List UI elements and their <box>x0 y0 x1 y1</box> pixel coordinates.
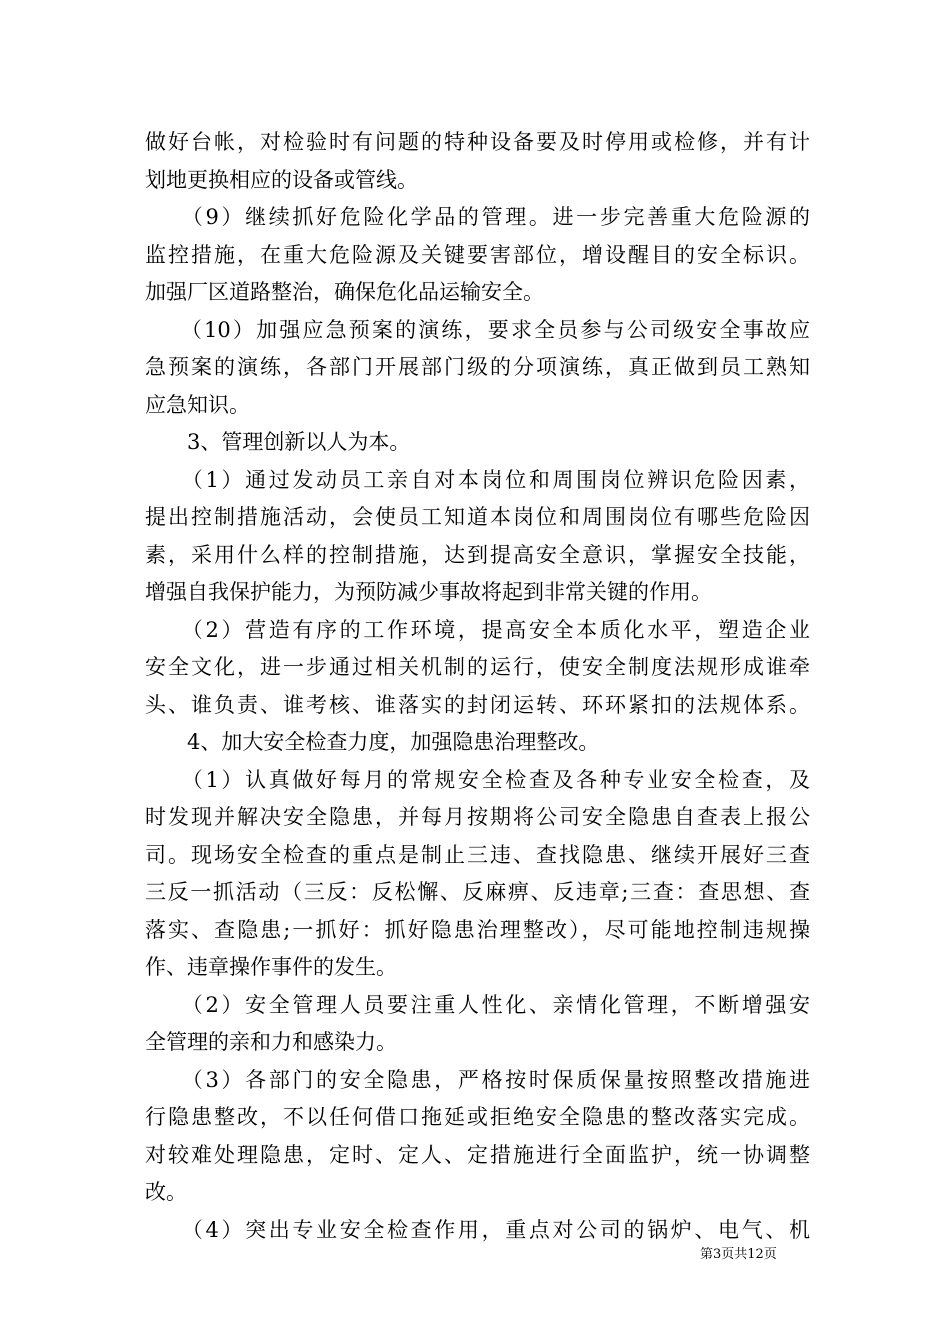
text-line: 司。现场安全检查的重点是制止三违、查找隐患、继续开展好三查 <box>145 842 810 867</box>
text-line: （4）突出专业安全检查作用，重点对公司的锅炉、电气、机 <box>145 1217 810 1242</box>
text-line: 划地更换相应的设备或管线。 <box>145 167 418 192</box>
text-line: 三反一抓活动（三反：反松懈、反麻痹、反违章;三查：查思想、查 <box>145 880 810 904</box>
text-line: 全管理的亲和力和感染力。 <box>145 1030 397 1054</box>
text-line: 落实、查隐患;一抓好：抓好隐患治理整改），尽可能地控制违规操 <box>145 917 810 942</box>
section-heading: 4、加大安全检查力度，加强隐患治理整改。 <box>145 730 600 754</box>
text-line: 作、违章操作事件的发生。 <box>145 955 397 979</box>
text-line: 做好台帐，对检验时有问题的特种设备要及时停用或检修，并有计 <box>145 130 810 154</box>
text-line: （3）各部门的安全隐患，严格按时保质保量按照整改措施进 <box>145 1067 810 1092</box>
text-line: （1）通过发动员工亲自对本岗位和周围岗位辨识危险因素， <box>145 467 810 492</box>
text-line: 提出控制措施活动，会使员工知道本岗位和周围岗位有哪些危险因 <box>145 505 810 529</box>
text-line: （1）认真做好每月的常规安全检查及各种专业安全检查，及 <box>145 767 810 792</box>
document-body <box>145 124 810 1249</box>
text-line: （2）营造有序的工作环境，提高安全本质化水平，塑造企业 <box>145 617 810 642</box>
text-line: 改。 <box>145 1180 187 1204</box>
text-line: 素，采用什么样的控制措施，达到提高安全意识，掌握安全技能， <box>145 542 810 567</box>
text-line: 安全文化，进一步通过相关机制的运行，使安全制度法规形成谁牵 <box>145 655 810 679</box>
text-line: （9）继续抓好危险化学品的管理。进一步完善重大危险源的 <box>145 205 810 229</box>
section-heading: 3、管理创新以人为本。 <box>145 430 411 454</box>
text-line: 监控措施，在重大危险源及关键要害部位，增设醒目的安全标识。 <box>145 242 810 267</box>
text-line: 急预案的演练，各部门开展部门级的分项演练，真正做到员工熟知 <box>145 355 810 379</box>
text-line: 头、谁负责、谁考核、谁落实的封闭运转、环环紧扣的法规体系。 <box>145 692 810 717</box>
text-line: （2）安全管理人员要注重人性化、亲情化管理，不断增强安 <box>145 992 810 1017</box>
text-line: 增强自我保护能力，为预防减少事故将起到非常关键的作用。 <box>145 580 712 604</box>
text-line: 时发现并解决安全隐患，并每月按期将公司安全隐患自查表上报公 <box>145 805 810 829</box>
text-line: 行隐患整改，不以任何借口拖延或拒绝安全隐患的整改落实完成。 <box>145 1105 810 1129</box>
page-number-footer: 第3页共12页 <box>700 1247 777 1262</box>
text-line: （10）加强应急预案的演练，要求全员参与公司级安全事故应 <box>145 317 810 342</box>
text-line: 对较难处理隐患，定时、定人、定措施进行全面监护，统一协调整 <box>145 1142 810 1167</box>
text-line: 应急知识。 <box>145 392 250 417</box>
text-line: 加强厂区道路整治，确保危化品运输安全。 <box>145 280 544 304</box>
